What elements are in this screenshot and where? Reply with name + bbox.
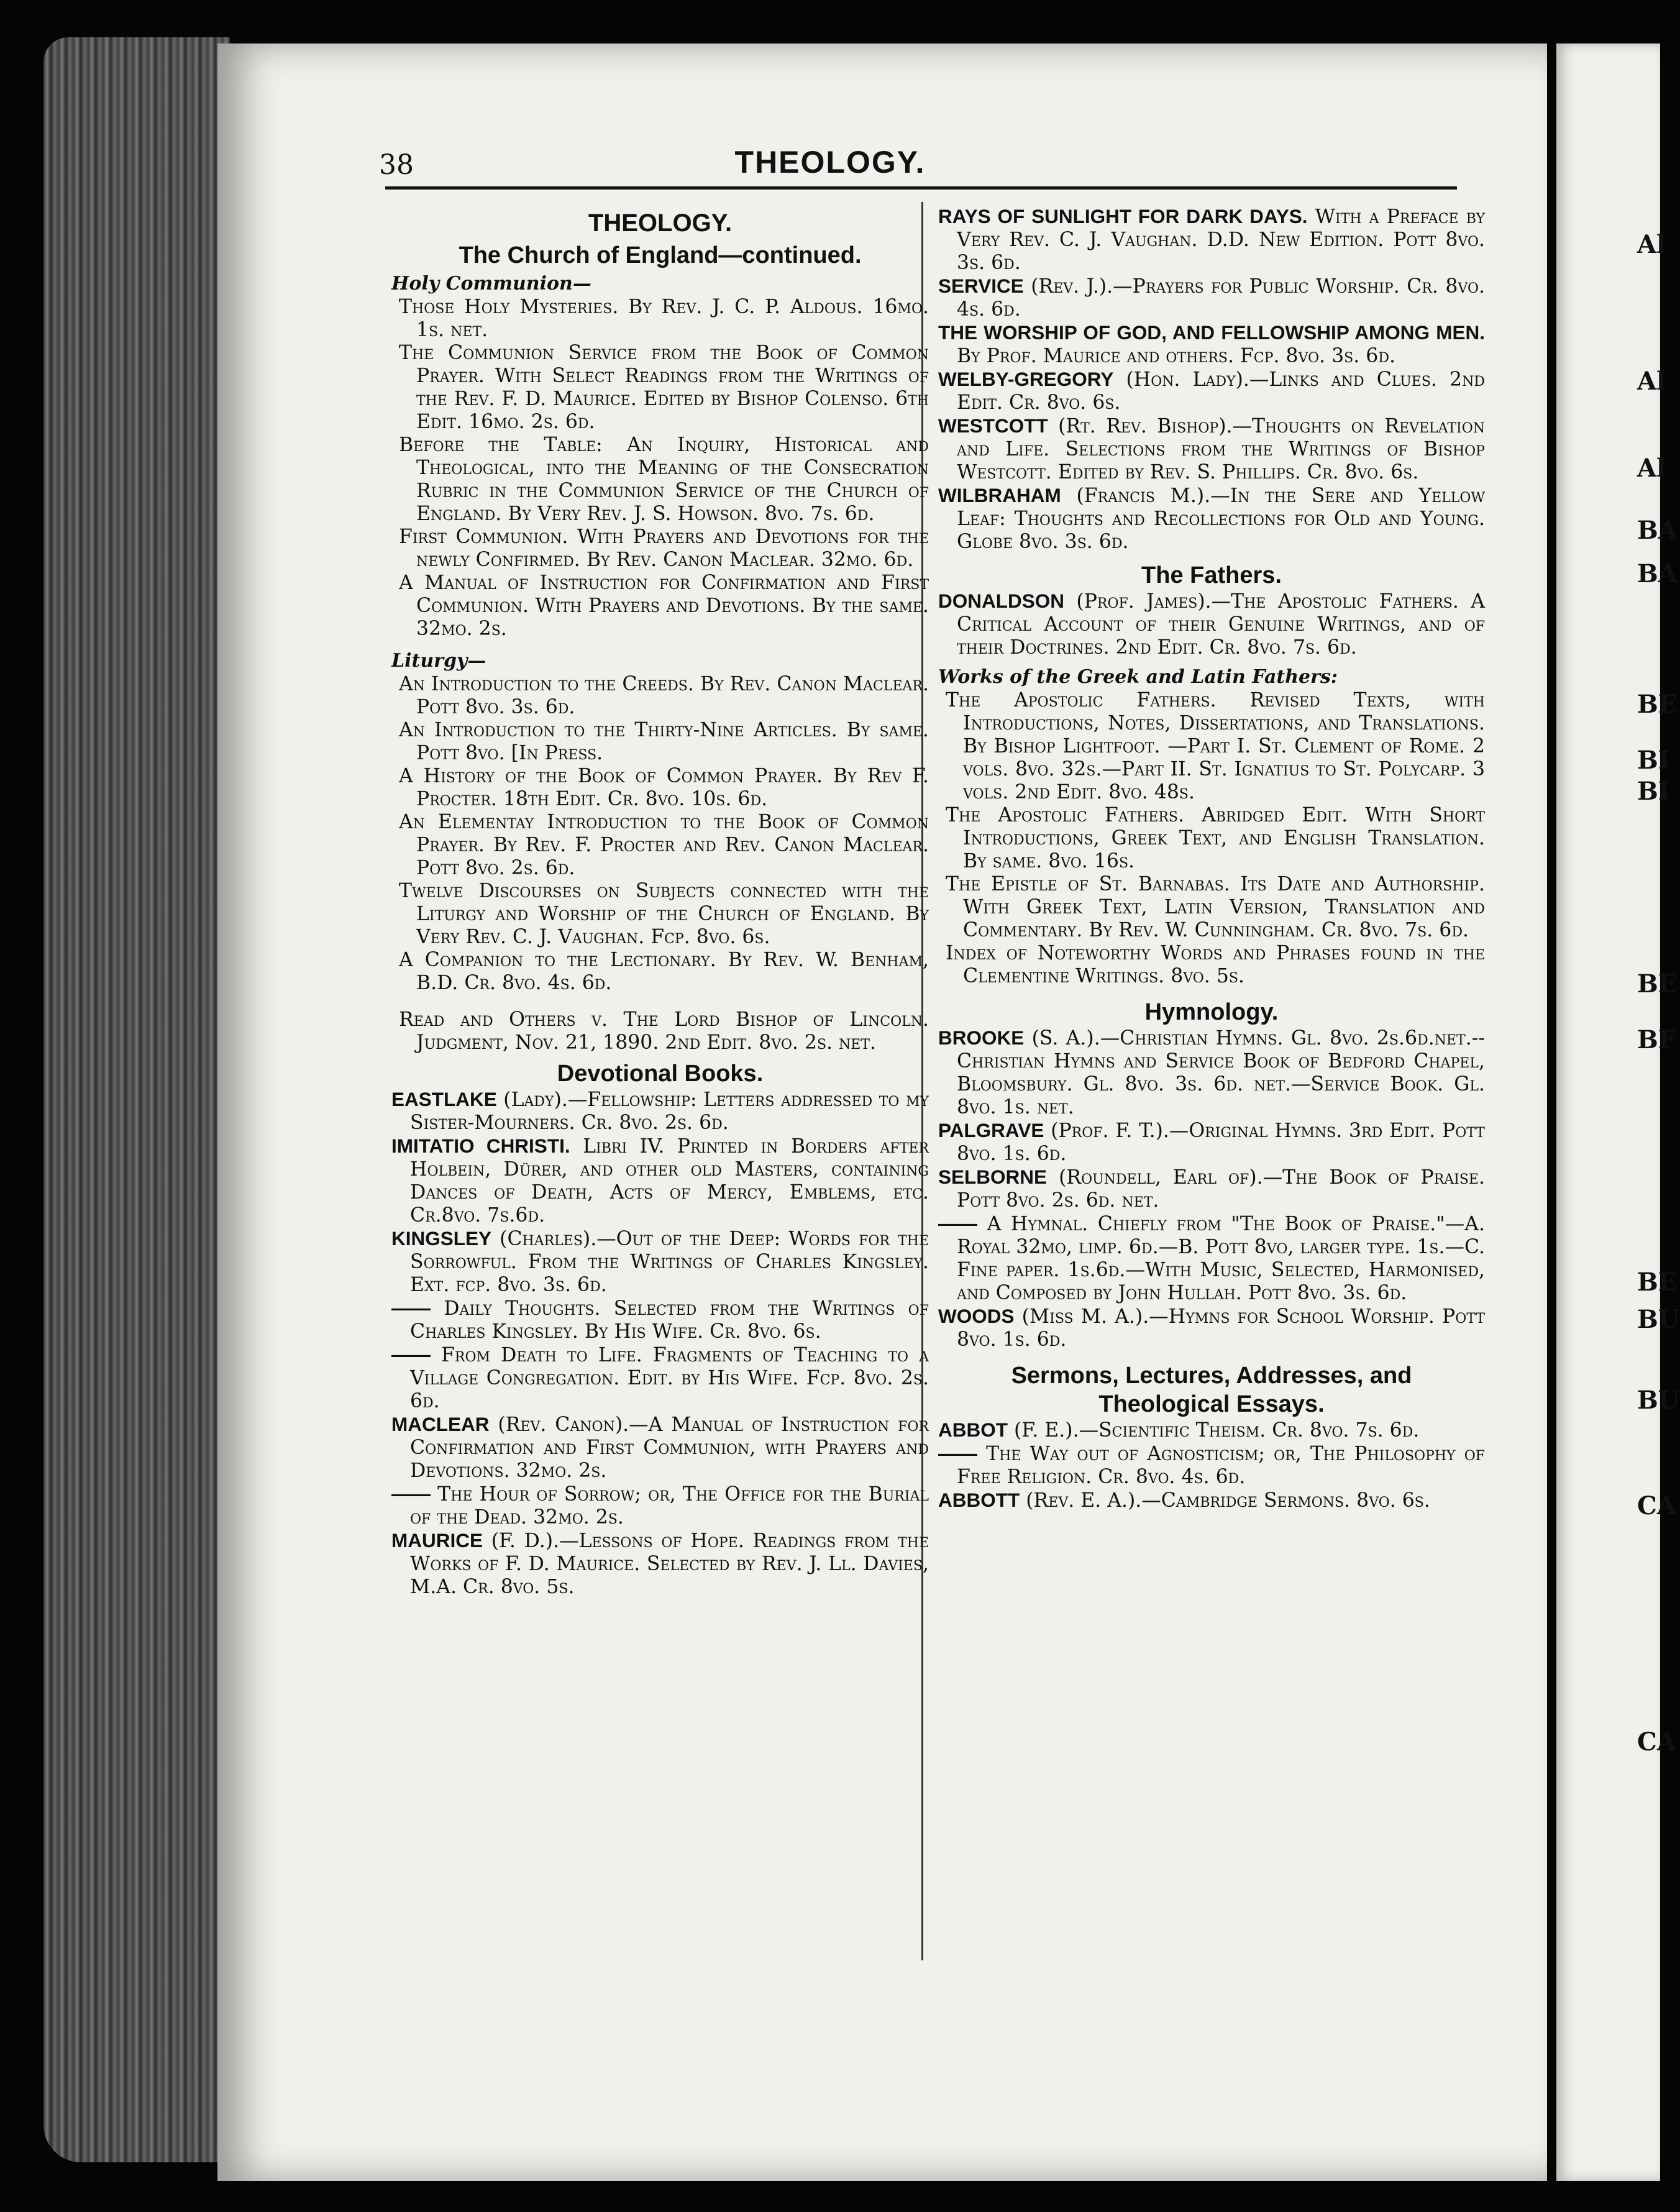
fathers-list xyxy=(938,590,1485,659)
facing-page-text: BA xyxy=(1637,559,1678,588)
entry-text: (F. E.).—Scientific Theism. Cr. 8vo. 7s. 6d. xyxy=(1008,1419,1420,1442)
entry-author: EASTLAKE xyxy=(391,1088,497,1110)
facing-page-text: BA xyxy=(1637,516,1678,545)
entry-author: BROOKE xyxy=(938,1026,1025,1049)
subsection-label: Works of the Greek and Latin Fathers: xyxy=(938,666,1338,688)
entry-text: The Way out of Agnosticism; or, The Philosophy of Free Religion. Cr. 8vo. 4s. 6d. xyxy=(957,1443,1485,1488)
list-item xyxy=(938,1305,1485,1351)
facing-page-text: BI xyxy=(1637,777,1670,806)
entry-text: (Rt. Rev. Bishop).—Thoughts on Revelation and Life. Selections from the Writings of Bishop Westcott. Edited by Rev. S. Phillips. Cr. 8vo. 6s. xyxy=(957,415,1485,483)
list-item xyxy=(938,275,1485,321)
holy-communion-list xyxy=(391,296,929,641)
list-item: The Apostolic Fathers. Revised Texts, with Introductions, Notes, Dissertations, and Translations. By Bishop Lightfoot. —Part I. St. Clement of Rome. 2 vols. 8vo. 32s.—Part II. St. Ignatius to St. Polycarp. 3 vols. 2nd Edit. 8vo. 48s. xyxy=(946,689,1485,803)
list-item xyxy=(391,1227,929,1297)
entry-author: —— xyxy=(391,1343,431,1366)
entry-author: WILBRAHAM xyxy=(938,484,1061,506)
entry-author: WELBY-GREGORY xyxy=(938,368,1114,390)
liturgy-list xyxy=(391,673,929,995)
left-column xyxy=(391,205,929,1599)
facing-page-text: BU xyxy=(1637,1386,1680,1415)
entry-author: MACLEAR xyxy=(391,1413,490,1435)
entry-author: ABBOT xyxy=(938,1419,1008,1441)
entry-author: THE WORSHIP OF GOD, AND FELLOWSHIP AMONG MEN. xyxy=(938,321,1485,344)
entry-text: (Lady).—Fellowship: Letters addressed to my Sister-Mourners. Cr. 8vo. 2s. 6d. xyxy=(410,1089,929,1134)
entry-text: With a Preface by Very Rev. C. J. Vaughan. D.D. New Edition. Pott 8vo. 3s. 6d. xyxy=(957,206,1486,274)
entry-author: PALGRAVE xyxy=(938,1119,1044,1141)
entry-text: (S. A.).—Christian Hymns. Gl. 8vo. 2s.6d.net.--Christian Hymns and Service Book of Bedford Chapel, Bloomsbury. Gl. 8vo. 3s. 6d. net.—Service Book. Gl. 8vo. 1s. net. xyxy=(957,1027,1485,1118)
entry-text: (Charles).—Out of the Deep: Words for the Sorrowful. From the Writings of Charles Kingsley. Ext. fcp. 8vo. 3s. 6d. xyxy=(410,1228,929,1296)
hymnology-list xyxy=(938,1026,1485,1351)
list-item xyxy=(938,1489,1485,1512)
book-page-edges xyxy=(43,37,230,2162)
facing-page-text: Al xyxy=(1637,230,1666,259)
list-item: An Introduction to the Creeds. By Rev. Canon Maclear. Pott 8vo. 3s. 6d. xyxy=(399,673,929,718)
list-item xyxy=(391,1135,929,1227)
entry-author: —— xyxy=(391,1483,431,1505)
list-item: Twelve Discourses on Subjects connected with the Liturgy and Worship of the Church of England. By Very Rev. C. J. Vaughan. Fcp. 8vo. 6s. xyxy=(399,880,929,948)
section-heading: Sermons, Lectures, Addresses, and xyxy=(1011,1363,1412,1389)
entry-author: WESTCOTT xyxy=(938,414,1048,437)
entry-text: (Rev. Canon).—A Manual of Instruction for Confirmation and First Communion, with Prayers and Devotions. 32mo. 2s. xyxy=(410,1414,929,1482)
list-item: Index of Noteworthy Words and Phrases found in the Clementine Writings. 8vo. 5s. xyxy=(946,942,1485,987)
list-item: First Communion. With Prayers and Devotions for the newly Confirmed. By Rev. Canon Maclear. 32mo. 6d. xyxy=(399,526,929,571)
facing-page-text: Al xyxy=(1637,454,1666,483)
right-column xyxy=(938,205,1485,1512)
devotional-list-continued xyxy=(938,205,1485,554)
entry-text: (F. D.).—Lessons of Hope. Readings from the Works of F. D. Maurice. Selected by Rev. J. Ll. Davies, M.A. Cr. 8vo. 5s. xyxy=(410,1530,929,1598)
facing-page-text: BI xyxy=(1637,746,1670,775)
list-item: Those Holy Mysteries. By Rev. J. C. P. Aldous. 16mo. 1s. net. xyxy=(399,296,929,341)
section-subtitle: The Church of England—continued. xyxy=(459,242,862,268)
list-item xyxy=(938,1026,1485,1119)
list-item: The Epistle of St. Barnabas. Its Date and Authorship. With Greek Text, Latin Version, Translation and Commentary. By Rev. W. Cunningham. Cr. 8vo. 7s. 6d. xyxy=(946,873,1485,941)
entry-text: (Miss M. A.).—Hymns for School Worship. Pott 8vo. 1s. 6d. xyxy=(957,1305,1485,1351)
entry-text: (Prof. James).—The Apostolic Fathers. A Critical Account of their Genuine Writings, and of their Doctrines. 2nd Edit. Cr. 8vo. 7s. 6d. xyxy=(957,590,1485,659)
entry-text: (Prof. F. T.).—Original Hymns. 3rd Edit. Pott 8vo. 1s. 6d. xyxy=(957,1120,1485,1165)
running-head: THEOLOGY. xyxy=(734,145,926,180)
list-item xyxy=(938,1212,1485,1305)
entry-text: Libri IV. Printed in Borders after Holbein, Dürer, and other old Masters, containing Dances of Death, Acts of Mercy, Emblems, etc. Cr.8vo. 7s.6d. xyxy=(410,1135,929,1227)
facing-page-text: Al xyxy=(1637,367,1666,396)
entry-author: —— xyxy=(938,1212,977,1235)
facing-page-text: CA xyxy=(1637,1727,1676,1757)
entry-text: The Hour of Sorrow; or, The Office for the Burial of the Dead. 32mo. 2s. xyxy=(410,1483,929,1529)
list-item: A History of the Book of Common Prayer. By Rev F. Procter. 18th Edit. Cr. 8vo. 10s. 6d. xyxy=(399,765,929,810)
list-item: An Introduction to the Thirty-Nine Articles. By same. Pott 8vo. [In Press. xyxy=(399,719,929,764)
list-item xyxy=(938,205,1485,275)
list-item xyxy=(391,1413,929,1483)
entry-author: DONALDSON xyxy=(938,590,1064,612)
list-item: An Elementay Introduction to the Book of Common Prayer. By Rev. F. Procter and Rev. Canon Maclear. Pott 8vo. 2s. 6d. xyxy=(399,811,929,879)
header-rule xyxy=(385,186,1457,190)
entry-author: RAYS OF SUNLIGHT FOR DARK DAYS. xyxy=(938,205,1308,227)
entry-text: (Rev. E. A.).—Cambridge Sermons. 8vo. 6s. xyxy=(1020,1489,1430,1512)
entry-author: MAURICE xyxy=(391,1529,483,1552)
entry-text: (Roundell, Earl of).—The Book of Praise. Pott 8vo. 2s. 6d. net. xyxy=(957,1166,1485,1212)
list-item xyxy=(938,1419,1485,1442)
subsection-label: Liturgy— xyxy=(391,650,486,672)
list-item: A Companion to the Lectionary. By Rev. W. Benham, B.D. Cr. 8vo. 4s. 6d. xyxy=(399,949,929,994)
section-heading: Hymnology. xyxy=(1144,999,1279,1025)
entry-text: (Rev. J.).—Prayers for Public Worship. Cr. 8vo. 4s. 6d. xyxy=(957,275,1485,321)
facing-page-text: BE xyxy=(1637,1268,1678,1297)
greek-latin-list xyxy=(938,689,1485,988)
subsection-label: Holy Communion— xyxy=(391,273,591,295)
entry-text: From Death to Life. Fragments of Teaching to a Village Congregation. Edit. by His Wife. Fcp. 8vo. 2s. 6d. xyxy=(410,1344,929,1412)
entry-author: SERVICE xyxy=(938,275,1024,297)
entry-text: (Hon. Lady).—Links and Clues. 2nd Edit. Cr. 8vo. 6s. xyxy=(957,368,1485,414)
section-heading: The Fathers. xyxy=(1141,562,1282,588)
entry-author: SELBORNE xyxy=(938,1166,1048,1188)
entry-text: By Prof. Maurice and others. Fcp. 8vo. 3s. 6d. xyxy=(957,345,1395,367)
page-number: 38 xyxy=(379,149,414,181)
list-item xyxy=(938,484,1485,554)
list-item xyxy=(391,1343,929,1413)
list-item xyxy=(938,1119,1485,1166)
facing-page-fragment xyxy=(1556,43,1680,2181)
list-item xyxy=(938,1442,1485,1489)
list-item: Before the Table: An Inquiry, Historical and Theological, into the Meaning of the Consecration Rubric in the Communion Service of the Church of England. By Very Rev. J. S. Howson. 8vo. 7s. 6d. xyxy=(399,434,929,525)
list-item xyxy=(938,321,1485,368)
entry-text: (Francis M.).—In the Sere and Yellow Leaf: Thoughts and Recollections for Old and Young. Globe 8vo. 3s. 6d. xyxy=(957,485,1485,553)
list-item xyxy=(391,1529,929,1599)
list-item: A Manual of Instruction for Confirmation and First Communion. With Prayers and Devotions. By the same. 32mo. 2s. xyxy=(399,572,929,640)
devotional-list xyxy=(391,1088,929,1599)
list-item xyxy=(938,368,1485,414)
list-item xyxy=(391,1297,929,1343)
entry-text: Daily Thoughts. Selected from the Writings of Charles Kingsley. By His Wife. Cr. 8vo. 6s. xyxy=(410,1297,929,1343)
facing-page-text: BE xyxy=(1637,969,1678,999)
entry-author: KINGSLEY xyxy=(391,1227,492,1250)
list-item xyxy=(938,1166,1485,1212)
section-heading: Theological Essays. xyxy=(1098,1391,1325,1417)
facing-page-text: CA xyxy=(1637,1491,1676,1520)
sermons-list xyxy=(938,1419,1485,1512)
list-item xyxy=(391,1483,929,1529)
section-title: THEOLOGY. xyxy=(588,209,733,237)
list-item: Read and Others v. The Lord Bishop of Lincoln. Judgment, Nov. 21, 1890. 2nd Edit. 8vo. 2s. net. xyxy=(399,1008,929,1054)
entry-author: ABBOTT xyxy=(938,1489,1020,1511)
entry-author: WOODS xyxy=(938,1305,1015,1327)
facing-page-text: BU xyxy=(1637,1305,1680,1334)
list-item xyxy=(938,590,1485,659)
list-item xyxy=(938,414,1485,484)
entry-text: A Hymnal. Chiefly from "The Book of Praise."—A. Royal 32mo, limp. 6d.—B. Pott 8vo, larger type. 1s.—C. Fine paper. 1s.6d.—With Music, Selected, Harmonised, and Composed by John Hullah. Pott 8vo. 3s. 6d. xyxy=(957,1213,1485,1304)
list-item: The Apostolic Fathers. Abridged Edit. With Short Introductions, Greek Text, and English Translation. By same. 8vo. 16s. xyxy=(946,804,1485,872)
facing-page-text: BF xyxy=(1637,1025,1676,1054)
section-heading: Devotional Books. xyxy=(557,1061,764,1087)
facing-page-text: BE xyxy=(1637,690,1678,719)
list-item xyxy=(391,1088,929,1135)
entry-author: IMITATIO CHRISTI. xyxy=(391,1135,570,1157)
entry-author: —— xyxy=(391,1297,431,1319)
entry-author: —— xyxy=(938,1442,977,1465)
list-item: The Communion Service from the Book of Common Prayer. With Select Readings from the Writings of the Rev. F. D. Maurice. Edited by Bishop Colenso. 6th Edit. 16mo. 2s. 6d. xyxy=(399,342,929,433)
